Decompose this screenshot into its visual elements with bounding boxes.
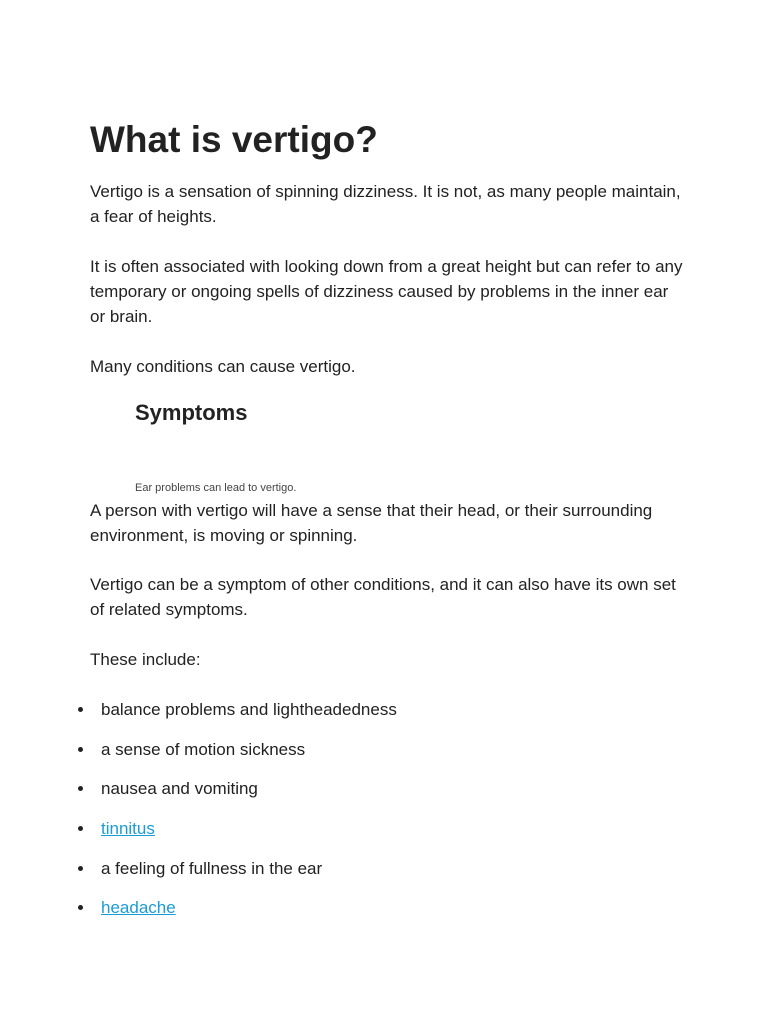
tinnitus-link[interactable]: tinnitus [101, 819, 155, 838]
bullet-icon [78, 786, 83, 791]
bullet-icon [78, 707, 83, 712]
section-heading-symptoms: Symptoms [135, 400, 248, 425]
intro-paragraph-definition: Vertigo is a sensation of spinning dizziness. It is not, as many people maintain, a fear of heights. [90, 182, 681, 226]
list-item-text: a feeling of fullness in the ear [101, 859, 323, 878]
intro-paragraph-association: It is often associated with looking down from a great height but can refer to any temporary or ongoing spells of dizziness caused by problems in the inner ear or brain. [90, 257, 683, 326]
bullet-icon [78, 905, 83, 910]
list-item-text: balance problems and lightheadedness [101, 700, 397, 719]
headache-link[interactable]: headache [101, 898, 176, 917]
bullet-icon [78, 747, 83, 752]
bullet-icon [78, 826, 83, 831]
bullet-icon [78, 866, 83, 871]
symptoms-paragraph-list-intro: These include: [90, 650, 201, 669]
image-caption: Ear problems can lead to vertigo. [135, 482, 297, 494]
page-title: What is vertigo? [90, 119, 378, 160]
symptoms-paragraph-sensation: A person with vertigo will have a sense that their head, or their surrounding environment, is moving or spinning. [90, 501, 653, 545]
intro-paragraph-causes: Many conditions can cause vertigo. [90, 357, 356, 376]
list-item-text: nausea and vomiting [101, 779, 258, 798]
list-item-text: a sense of motion sickness [101, 740, 306, 759]
symptoms-paragraph-related: Vertigo can be a symptom of other conditions, and it can also have its own set of related symptoms. [90, 575, 676, 619]
